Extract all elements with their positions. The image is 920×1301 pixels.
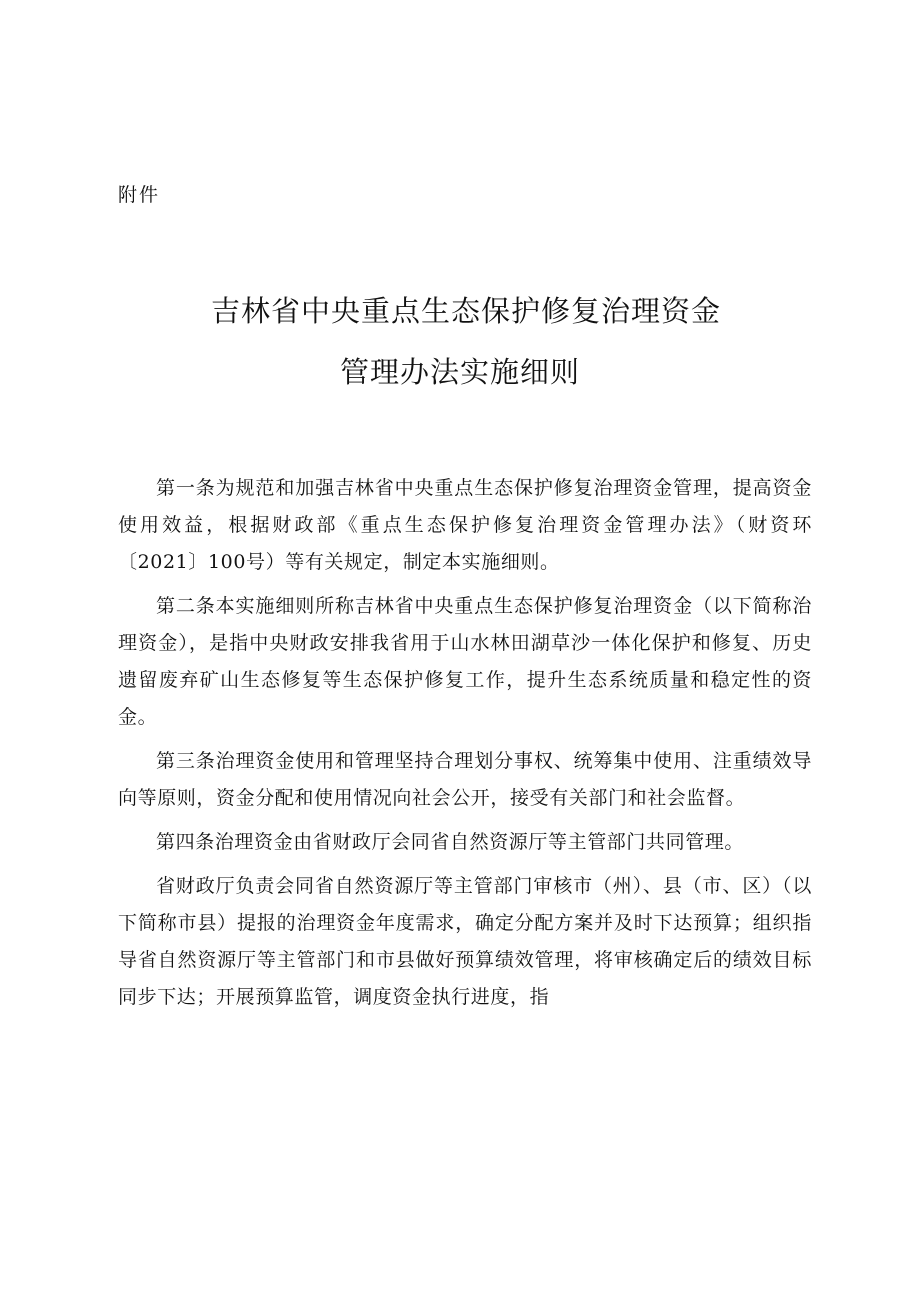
paragraph-article-3: 第三条治理资金使用和管理坚持合理划分事权、统筹集中使用、注重绩效导向等原则，资金分配和使用情况向社会公开，接受有关部门和社会监督。 bbox=[118, 750, 812, 809]
paragraph-article-4: 第四条治理资金由省财政厅会同省自然资源厅等主管部门共同管理。 bbox=[156, 831, 745, 853]
document-title-line-1: 吉林省中央重点生态保护修复治理资金 bbox=[210, 294, 721, 328]
paragraph-article-2: 第二条本实施细则所称吉林省中央重点生态保护修复治理资金（以下简称治理资金），是指中央财政安排我省用于山水林田湖草沙一体化保护和修复、历史遗留废弃矿山生态修复等生态保护修复工作，提升生态系统质量和稳定性的资金。 bbox=[118, 595, 812, 728]
document-body bbox=[118, 470, 812, 1023]
paragraph-article-4-detail: 省财政厅负责会同省自然资源厅等主管部门审核市（州）、县（市、区）（以下简称市县）提报的治理资金年度需求，确定分配方案并及时下达预算；组织指导省自然资源厅等主管部门和市县做好预算绩效管理，将审核确定后的绩效目标同步下达；开展预算监管，调度资金执行进度，指 bbox=[118, 875, 812, 1008]
document-title-line-2: 管理办法实施细则 bbox=[339, 355, 580, 389]
attachment-label: 附件 bbox=[118, 184, 161, 206]
paragraph-article-1: 第一条为规范和加强吉林省中央重点生态保护修复治理资金管理，提高资金使用效益，根据财政部《重点生态保护修复治理资金管理办法》（财资环〔2021〕100号）等有关规定，制定本实施细则。 bbox=[118, 477, 812, 573]
